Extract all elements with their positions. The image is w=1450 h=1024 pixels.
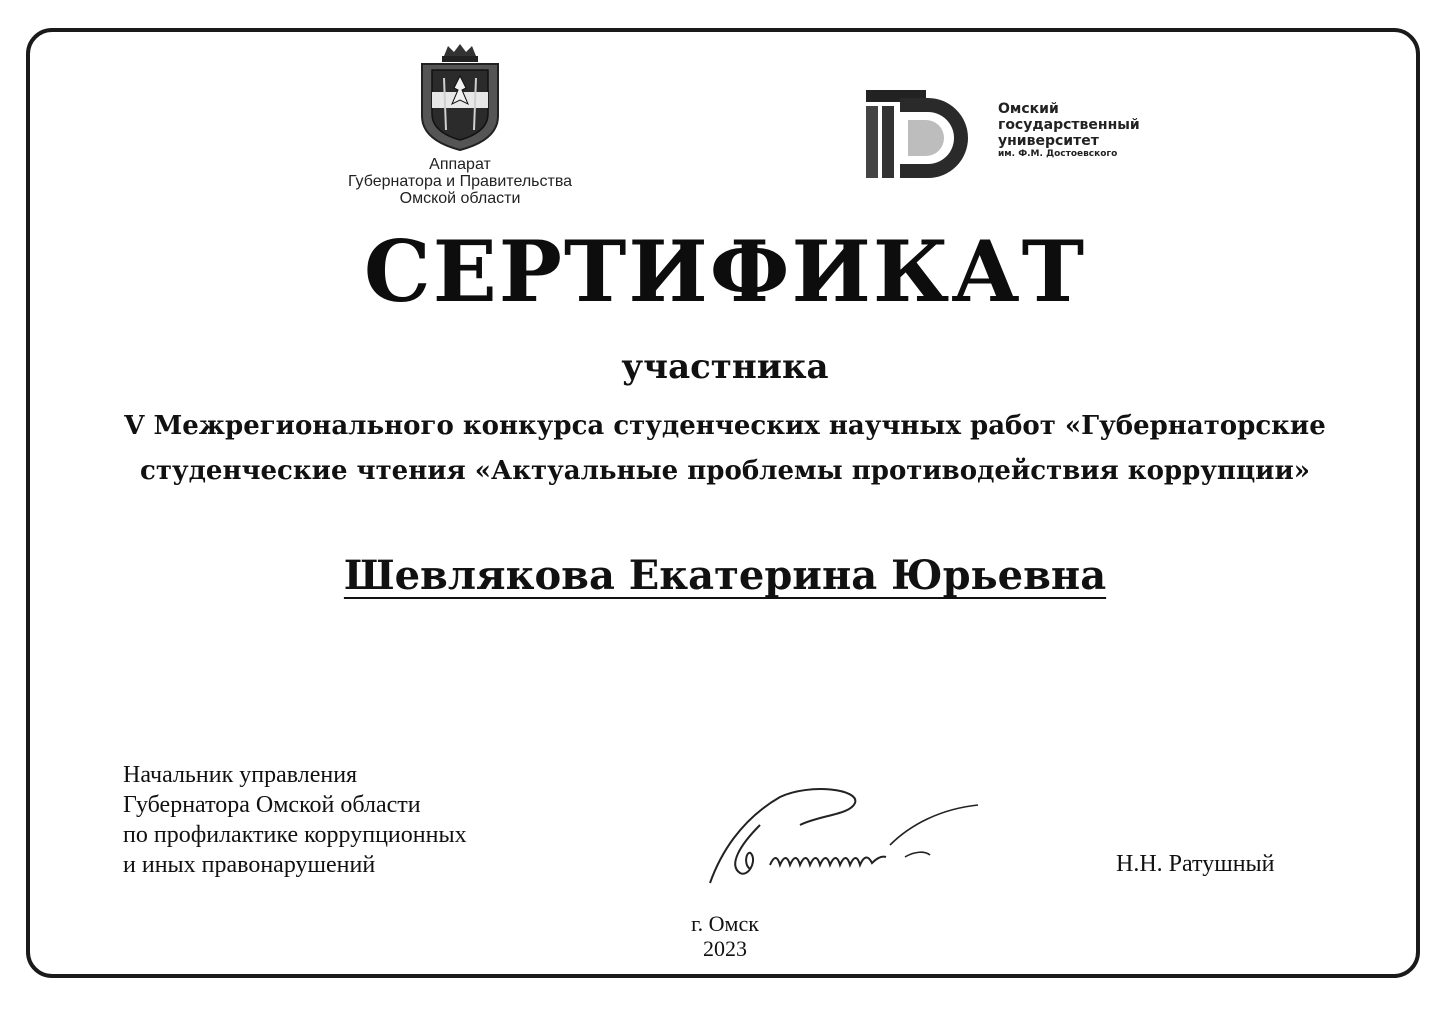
signature-icon	[700, 785, 990, 895]
signer-position	[123, 760, 467, 880]
signer-position-line: по профилактике коррупционных	[123, 822, 467, 848]
event-description	[80, 404, 1370, 494]
university-name-line: государственный	[998, 117, 1140, 133]
issuer-caption-line: Губернатора и Правительства	[347, 173, 573, 190]
certificate-title: СЕРТИФИКАТ	[363, 222, 1087, 321]
signer-position-line: и иных правонарушений	[123, 852, 376, 878]
place-and-year	[0, 911, 1450, 961]
signer-name: Н.Н. Ратушный	[1116, 851, 1275, 877]
issuer-caption	[300, 156, 620, 207]
event-line: студенческие чтения «Актуальные проблемы противодействия коррупции»	[140, 456, 1310, 486]
university-name-line: Омский	[998, 101, 1059, 117]
issuer-caption-line: Аппарат	[429, 156, 491, 173]
event-line: V Межрегионального конкурса студенческих научных работ «Губернаторские	[124, 411, 1326, 441]
university-name-dedication: им. Ф.М. Достоевского	[998, 149, 1118, 159]
year: 2023	[703, 936, 747, 961]
issuer-block	[300, 42, 620, 207]
recipient-block	[0, 552, 1450, 599]
university-name	[998, 101, 1140, 160]
signer-position-line: Начальник управления	[123, 762, 358, 788]
issuer-caption-line: Омской области	[399, 190, 521, 207]
university-name-line: университет	[998, 133, 1099, 149]
coat-of-arms-icon	[414, 42, 506, 152]
university-logo-icon	[866, 90, 974, 186]
certificate-subtitle: участника	[621, 347, 829, 387]
city: г. Омск	[691, 911, 759, 936]
signer-position-line: Губернатора Омской области	[123, 792, 421, 818]
recipient-name: Шевлякова Екатерина Юрьевна	[343, 552, 1107, 599]
